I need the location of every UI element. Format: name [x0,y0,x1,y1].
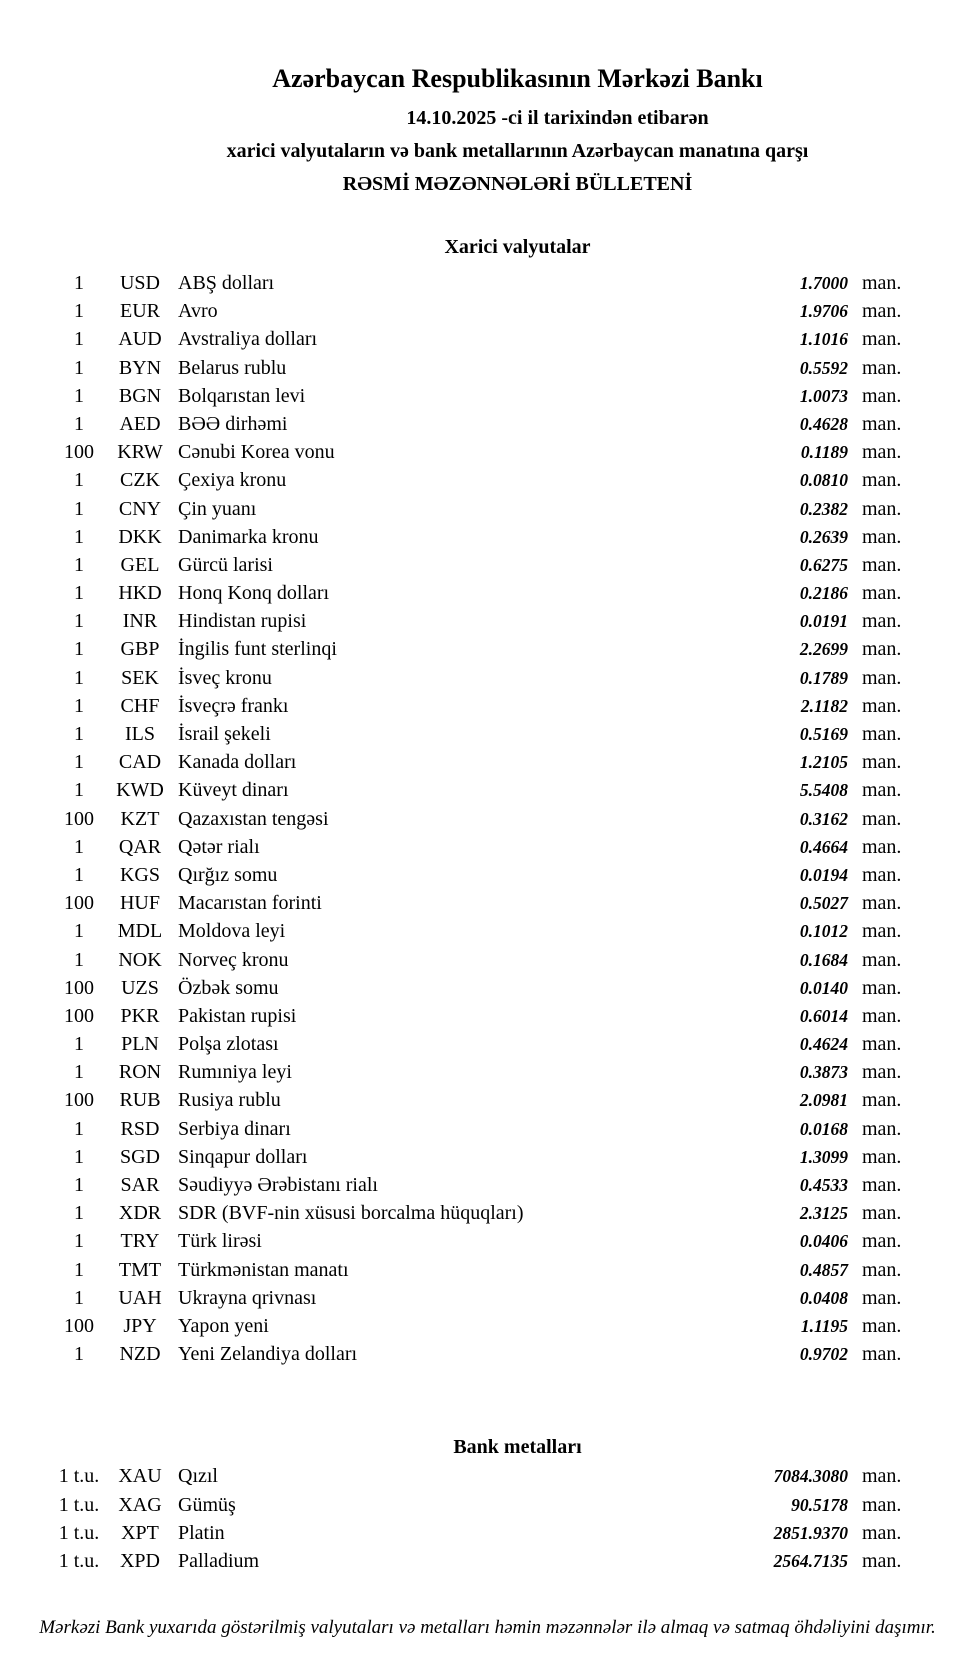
unit-cell: man. [862,356,902,379]
rate-value-cell: 0.4628 [799,413,848,434]
quantity-cell: 1 [74,1258,84,1281]
quantity-cell: 1 [74,272,84,294]
unit-cell: man. [862,1004,902,1027]
unit-cell: man. [862,328,902,351]
rate-row [45,920,912,948]
rate-row [45,751,912,779]
currency-name-cell: Qızıl [178,1465,218,1488]
currency-code-cell: RUB [119,1089,161,1112]
rate-value-cell: 2.0981 [799,1090,848,1111]
quantity-cell: 1 [74,666,84,689]
currency-table [0,272,975,1371]
quantity-cell: 1 [74,920,84,943]
rate-row [45,695,912,723]
metals-section-title: Bank metalları [453,1436,582,1459]
currency-code-cell: JPY [123,1314,157,1337]
currency-code-cell: CAD [118,751,162,774]
quantity-cell: 1 t.u. [58,1493,100,1516]
unit-cell: man. [862,582,902,605]
rate-row [45,1089,912,1117]
currency-name-cell: Norveç kronu [178,948,289,971]
quantity-cell: 1 [74,1061,84,1084]
currency-code-cell: ILS [125,723,155,745]
rate-value-cell: 0.0194 [799,864,848,885]
rate-row [45,1033,912,1061]
quantity-cell: 1 [74,300,84,323]
subject-line: xarici valyutaların və bank metallarının Azərbaycan manatına qarşı [226,140,809,162]
currency-name-cell: Avro [178,300,218,323]
rate-row [45,864,912,892]
rate-value-cell: 1.9706 [799,301,848,322]
currency-code-cell: MDL [117,920,163,943]
currency-code-cell: RON [118,1061,162,1084]
rate-value-cell: 2851.9370 [773,1522,848,1543]
quantity-cell: 100 [64,892,94,915]
rate-row [45,1146,912,1174]
currency-name-cell: Çin yuanı [178,497,257,520]
currency-code-cell: XAU [118,1465,162,1488]
quantity-cell: 1 [74,610,84,633]
currency-name-cell: Çexiya kronu [178,469,287,492]
quantity-cell: 1 [74,384,84,407]
currency-code-cell: KRW [117,441,163,464]
currency-name-cell: Platin [178,1521,225,1544]
currency-name-cell: Serbiya dinarı [178,1117,291,1140]
rate-row [45,1005,912,1033]
quantity-cell: 1 [74,356,84,379]
unit-cell: man. [862,384,902,407]
currency-name-cell: Küveyt dinarı [178,779,289,802]
currency-code-cell: USD [119,272,160,294]
rate-value-cell: 1.7000 [799,273,848,293]
currency-name-cell: Qətər rialı [178,835,260,858]
currency-code-cell: HKD [118,582,162,605]
currency-name-cell: Ukrayna qrivnası [178,1286,317,1309]
currency-name-cell: Gürcü larisi [178,553,273,576]
unit-cell: man. [862,1286,902,1309]
currency-name-cell: Yapon yeni [178,1314,269,1337]
quantity-cell: 1 [74,948,84,971]
rate-value-cell: 0.0408 [799,1287,848,1308]
rate-value-cell: 0.5027 [799,893,848,914]
currency-name-cell: Belarus rublu [178,356,287,379]
rate-row [45,1118,912,1146]
currency-name-cell: Cənubi Korea vonu [178,441,335,464]
unit-cell: man. [862,694,902,717]
rate-row [45,1550,912,1578]
rate-row [45,892,912,920]
rate-value-cell: 0.3873 [799,1062,848,1083]
rate-value-cell: 2564.7135 [773,1550,848,1571]
currency-code-cell: XPT [121,1521,159,1544]
rate-value-cell: 0.0810 [799,470,848,491]
rate-row [45,1522,912,1550]
rate-row [45,610,912,638]
quantity-cell: 1 [74,497,84,520]
currency-code-cell: PKR [120,1004,160,1027]
rate-value-cell: 90.5178 [791,1494,848,1515]
currency-code-cell: INR [122,610,158,633]
rate-value-cell: 1.0073 [799,385,848,406]
unit-cell: man. [862,976,902,999]
currency-code-cell: QAR [118,835,162,858]
currency-code-cell: CHF [120,694,160,717]
unit-cell: man. [862,1314,902,1337]
bulletin-header [0,0,975,198]
rate-row [45,554,912,582]
rate-value-cell: 0.5592 [799,357,848,378]
currency-code-cell: GEL [120,553,160,576]
rate-value-cell: 1.2105 [799,752,848,773]
rate-value-cell: 0.2186 [799,583,848,604]
unit-cell: man. [862,1493,902,1516]
currency-code-cell: GBP [120,638,160,661]
rate-row [45,723,912,751]
quantity-cell: 1 [74,863,84,886]
rate-value-cell: 0.5169 [799,724,848,744]
unit-cell: man. [862,892,902,915]
rate-row [45,949,912,977]
rate-row [45,1230,912,1258]
rate-row [45,836,912,864]
currency-name-cell: Səudiyyə Ərəbistanı rialı [178,1174,378,1196]
rate-value-cell: 1.1195 [800,1315,848,1336]
rate-value-cell: 2.3125 [799,1203,848,1224]
quantity-cell: 1 t.u. [58,1465,100,1488]
currency-code-cell: NZD [119,1343,161,1366]
currencies-section-title: Xarici valyutalar [444,236,591,258]
currency-name-cell: Honq Konq dolları [178,582,330,605]
currency-name-cell: Macarıstan forinti [178,892,322,915]
rate-value-cell: 0.1189 [800,442,848,463]
currency-code-cell: XAG [118,1493,162,1516]
currency-name-cell: Gümüş [178,1493,236,1516]
quantity-cell: 1 [74,1033,84,1056]
quantity-cell: 1 [74,412,84,435]
rate-row [45,357,912,385]
quantity-cell: 1 [74,1145,84,1168]
currency-name-cell: Yeni Zelandiya dolları [178,1343,358,1366]
currency-name-cell: Özbək somu [178,976,279,999]
currency-name-cell: Sinqapur dolları [178,1145,308,1168]
unit-cell: man. [862,948,902,971]
rate-row [45,1343,912,1371]
rate-row [45,582,912,610]
currency-code-cell: SEK [121,666,159,689]
currency-code-cell: EUR [120,300,160,323]
quantity-cell: 1 [74,751,84,774]
quantity-cell: 1 [74,328,84,351]
unit-cell: man. [862,779,902,802]
rate-row [45,1315,912,1343]
rate-row [45,1287,912,1315]
unit-cell: man. [862,1117,902,1140]
rate-value-cell: 0.3162 [799,808,848,829]
rate-value-cell: 0.6275 [799,554,848,575]
unit-cell: man. [862,1521,902,1544]
currency-code-cell: CZK [120,469,160,492]
currency-name-cell: Polşa zlotası [178,1033,279,1056]
rate-value-cell: 0.1789 [799,667,848,688]
rate-value-cell: 0.2639 [799,526,848,547]
rate-value-cell: 0.0406 [799,1231,848,1252]
rate-row [45,498,912,526]
quantity-cell: 1 [74,638,84,661]
rate-value-cell: 7084.3080 [773,1466,848,1487]
rate-value-cell: 5.5408 [799,780,848,801]
rate-row [45,1494,912,1522]
unit-cell: man. [862,1033,902,1056]
unit-cell: man. [862,1465,902,1488]
currency-name-cell: Türkmənistan manatı [178,1258,349,1281]
currency-code-cell: UZS [121,976,159,999]
unit-cell: man. [862,920,902,943]
currency-name-cell: Qırğız somu [178,863,278,886]
rate-row [45,328,912,356]
unit-cell: man. [862,1145,902,1168]
rate-row [45,638,912,666]
currency-code-cell: XDR [118,1202,162,1225]
currency-name-cell: ABŞ dolları [178,272,275,294]
unit-cell: man. [862,666,902,689]
rate-value-cell: 0.0168 [799,1118,848,1139]
currency-name-cell: Bolqarıstan levi [178,384,306,407]
currency-name-cell: Palladium [178,1549,260,1572]
rate-row [45,1465,912,1493]
quantity-cell: 1 [74,525,84,548]
currency-code-cell: TMT [118,1258,162,1281]
disclaimer-text: Mərkəzi Bank yuxarıda göstərilmiş valyutaları və metalları həmin məzənnələr ilə almaq və satmaq öhdəliyini daşımır. [39,1617,936,1639]
quantity-cell: 1 [74,1286,84,1309]
currency-code-cell: TRY [120,1230,160,1253]
unit-cell: man. [862,1230,902,1253]
rate-value-cell: 0.6014 [799,1005,848,1026]
unit-cell: man. [862,1174,902,1196]
unit-cell: man. [862,751,902,774]
rate-row [45,808,912,836]
currency-code-cell: KGS [119,863,160,886]
currency-name-cell: Pakistan rupisi [178,1004,297,1027]
currency-name-cell: Rusiya rublu [178,1089,281,1112]
currency-code-cell: RSD [120,1117,160,1140]
quantity-cell: 1 [74,779,84,802]
rate-value-cell: 0.1012 [799,921,848,942]
quantity-cell: 100 [64,807,94,830]
currency-code-cell: NOK [118,948,162,971]
quantity-cell: 1 [74,1117,84,1140]
unit-cell: man. [862,525,902,548]
rate-row [45,1202,912,1230]
quantity-cell: 1 [74,835,84,858]
currency-name-cell: Türk lirəsi [178,1230,262,1253]
rate-row [45,1259,912,1287]
currency-code-cell: KWD [116,779,164,802]
quantity-cell: 1 t.u. [58,1521,100,1544]
rate-row [45,779,912,807]
rate-value-cell: 0.4857 [799,1259,848,1280]
currency-name-cell: Hindistan rupisi [178,610,307,633]
quantity-cell: 1 [74,553,84,576]
rate-row [45,300,912,328]
quantity-cell: 1 [74,723,84,745]
unit-cell: man. [862,412,902,435]
unit-cell: man. [862,723,902,745]
rate-row [45,385,912,413]
currency-name-cell: Danimarka kronu [178,525,319,548]
currency-code-cell: CNY [118,497,162,520]
quantity-cell: 1 [74,1174,84,1196]
rate-value-cell: 0.2382 [799,498,848,519]
unit-cell: man. [862,610,902,633]
unit-cell: man. [862,272,902,294]
unit-cell: man. [862,638,902,661]
quantity-cell: 1 [74,582,84,605]
unit-cell: man. [862,1258,902,1281]
currency-name-cell: Rumıniya leyi [178,1061,292,1084]
quantity-cell: 1 [74,1230,84,1253]
unit-cell: man. [862,807,902,830]
currency-code-cell: HUF [119,892,160,915]
metals-table [0,1465,975,1578]
currency-name-cell: İngilis funt sterlinqi [178,638,337,661]
currency-name-cell: İsrail şekeli [178,723,271,745]
rate-value-cell: 1.3099 [799,1146,848,1167]
rate-value-cell: 0.1684 [799,949,848,970]
rate-row [45,1061,912,1089]
rate-value-cell: 0.4624 [799,1034,848,1055]
unit-cell: man. [862,1061,902,1084]
unit-cell: man. [862,553,902,576]
currency-name-cell: Qazaxıstan tengəsi [178,807,329,830]
quantity-cell: 1 [74,1202,84,1225]
quantity-cell: 100 [64,976,94,999]
currency-name-cell: Kanada dolları [178,751,297,774]
unit-cell: man. [862,1202,902,1225]
quantity-cell: 1 [74,1343,84,1366]
rate-row [45,441,912,469]
rate-row [45,526,912,554]
bulletin-title: RƏSMİ MƏZƏNNƏLƏRİ BÜLLETENİ [342,173,693,195]
rate-value-cell: 0.4533 [799,1175,848,1195]
rate-value-cell: 2.2699 [799,639,848,660]
currency-code-cell: BYN [118,356,162,379]
unit-cell: man. [862,441,902,464]
currency-name-cell: Moldova leyi [178,920,286,943]
unit-cell: man. [862,1343,902,1366]
rate-value-cell: 0.0191 [799,611,848,632]
rate-value-cell: 0.9702 [799,1344,848,1365]
rate-row [45,413,912,441]
quantity-cell: 1 [74,469,84,492]
currency-name-cell: Avstraliya dolları [178,328,318,351]
unit-cell: man. [862,300,902,323]
quantity-cell: 100 [64,441,94,464]
rate-value-cell: 2.1182 [800,695,848,716]
currency-code-cell: KZT [120,807,160,830]
unit-cell: man. [862,1549,902,1572]
currency-name-cell: BƏƏ dirhəmi [178,412,288,435]
rate-row [45,977,912,1005]
currency-code-cell: BGN [118,384,162,407]
unit-cell: man. [862,863,902,886]
currency-name-cell: İsveçrə frankı [178,694,289,717]
currency-code-cell: SGD [119,1145,160,1168]
quantity-cell: 1 [74,694,84,717]
quantity-cell: 1 t.u. [58,1549,100,1572]
effective-date-line: 14.10.2025 -ci il tarixindən etibarən [406,107,709,129]
rate-value-cell: 0.4664 [799,836,848,857]
unit-cell: man. [862,497,902,520]
unit-cell: man. [862,1089,902,1112]
quantity-cell: 100 [64,1089,94,1112]
rate-row [45,272,912,300]
rate-row [45,1174,912,1202]
unit-cell: man. [862,469,902,492]
currency-code-cell: AUD [118,328,162,351]
currency-code-cell: XPD [119,1549,160,1572]
bank-title: Azərbaycan Respublikasının Mərkəzi Bankı [272,64,763,93]
quantity-cell: 100 [64,1314,94,1337]
currency-name-cell: SDR (BVF-nin xüsusi borcalma hüquqları) [178,1202,524,1225]
rate-row [45,469,912,497]
rate-value-cell: 0.0140 [799,977,848,998]
currency-code-cell: DKK [118,525,162,548]
currency-code-cell: AED [119,412,161,435]
currency-code-cell: SAR [120,1174,160,1196]
rate-value-cell: 1.1016 [799,329,848,350]
rate-row [45,667,912,695]
currency-code-cell: UAH [118,1286,162,1309]
unit-cell: man. [862,835,902,858]
currency-code-cell: PLN [121,1033,159,1056]
quantity-cell: 100 [64,1004,94,1027]
currency-name-cell: İsveç kronu [178,666,272,689]
